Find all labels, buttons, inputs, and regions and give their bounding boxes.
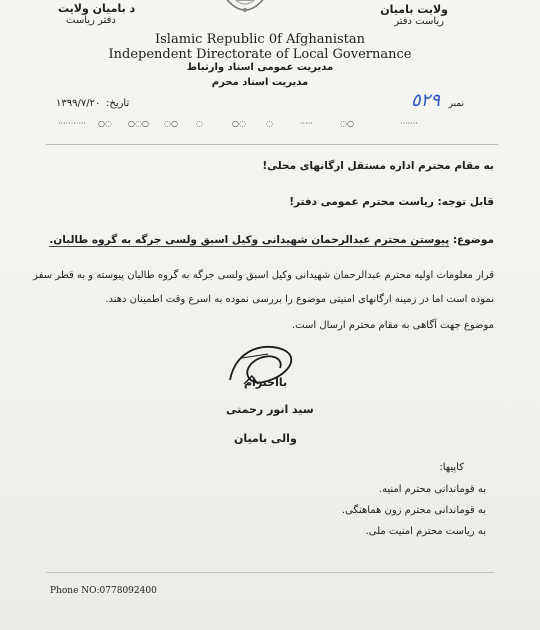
body-paragraph-3: موضوع جهت آگاهی به مقام محترم ارسال است. bbox=[292, 320, 494, 331]
regards-text: بااحترام bbox=[244, 376, 288, 389]
header-left-line2: دفتر ریاست bbox=[66, 15, 116, 26]
body-paragraph-2: نموده است اما در زمینه ارگانهای امنیتی موضوع را بررسی نموده به اسرع وقت اطمینان دهند. bbox=[105, 294, 494, 305]
attention-line: قابل توجه: ریاست محترم عمومی دفتر! bbox=[289, 196, 494, 208]
header-right-line1: ولایت بامیان bbox=[380, 3, 448, 16]
subject-text: پیوستن محترم عبدالرحمان شهیدانی وکیل اسبق ولسی جرگه به گروه طالبان. bbox=[49, 234, 450, 246]
copy-recipient-1: به قوماندانی محترم امنیه. bbox=[378, 484, 486, 495]
copy-recipient-2: به قوماندانی محترم زون هماهنگی. bbox=[341, 505, 486, 516]
copy-recipient-3: به ریاست محترم امنیت ملی. bbox=[365, 526, 486, 537]
signer-title: والی بامیان bbox=[234, 432, 297, 445]
recipient-line: به مقام محترم اداره مستقل ارگانهای محلی! bbox=[262, 160, 494, 172]
form-field-markers: ··········· ○◌ ○◌○ ◌○ ◌ ○◌ ◌ ····· ◌○ ······· bbox=[58, 119, 418, 128]
header-left-line1: د بامیان ولایت bbox=[58, 2, 136, 15]
header-divider bbox=[46, 144, 498, 145]
subject-line bbox=[49, 234, 494, 246]
footer-phone: Phone NO:0778092400 bbox=[50, 586, 157, 596]
body-paragraph-1: قرار معلومات اولیه محترم عبدالرحمان شهیدانی وکیل اسبق ولسی جرگه به گروه طالبان پیوسته و به قطر سفر bbox=[33, 270, 494, 281]
date-value: ۱۳۹۹/۷/۲۰ bbox=[56, 98, 101, 109]
afghanistan-emblem-icon bbox=[214, 0, 276, 24]
letter-number-label: نمبر bbox=[448, 99, 464, 109]
header-right-line2: ریاست دفتر bbox=[394, 16, 444, 27]
title-persian-1: مدیریت عمومی اسناد وارتباط bbox=[186, 62, 334, 73]
title-english-1: Islamic Republic 0f Afghanistan bbox=[154, 32, 366, 47]
title-persian-2: مدیریت اسناد محرم bbox=[211, 77, 309, 88]
letter-number-value: ٥٢٩ bbox=[410, 90, 440, 111]
title-english-2: Independent Directorate of Local Governance bbox=[108, 47, 412, 62]
copies-heading: کاپیها: bbox=[439, 462, 464, 473]
signer-name: سید انور رحمتی bbox=[226, 403, 314, 416]
date-label: تاریخ: bbox=[106, 98, 130, 109]
footer-divider bbox=[46, 572, 494, 573]
subject-label: موضوع: bbox=[452, 234, 494, 246]
